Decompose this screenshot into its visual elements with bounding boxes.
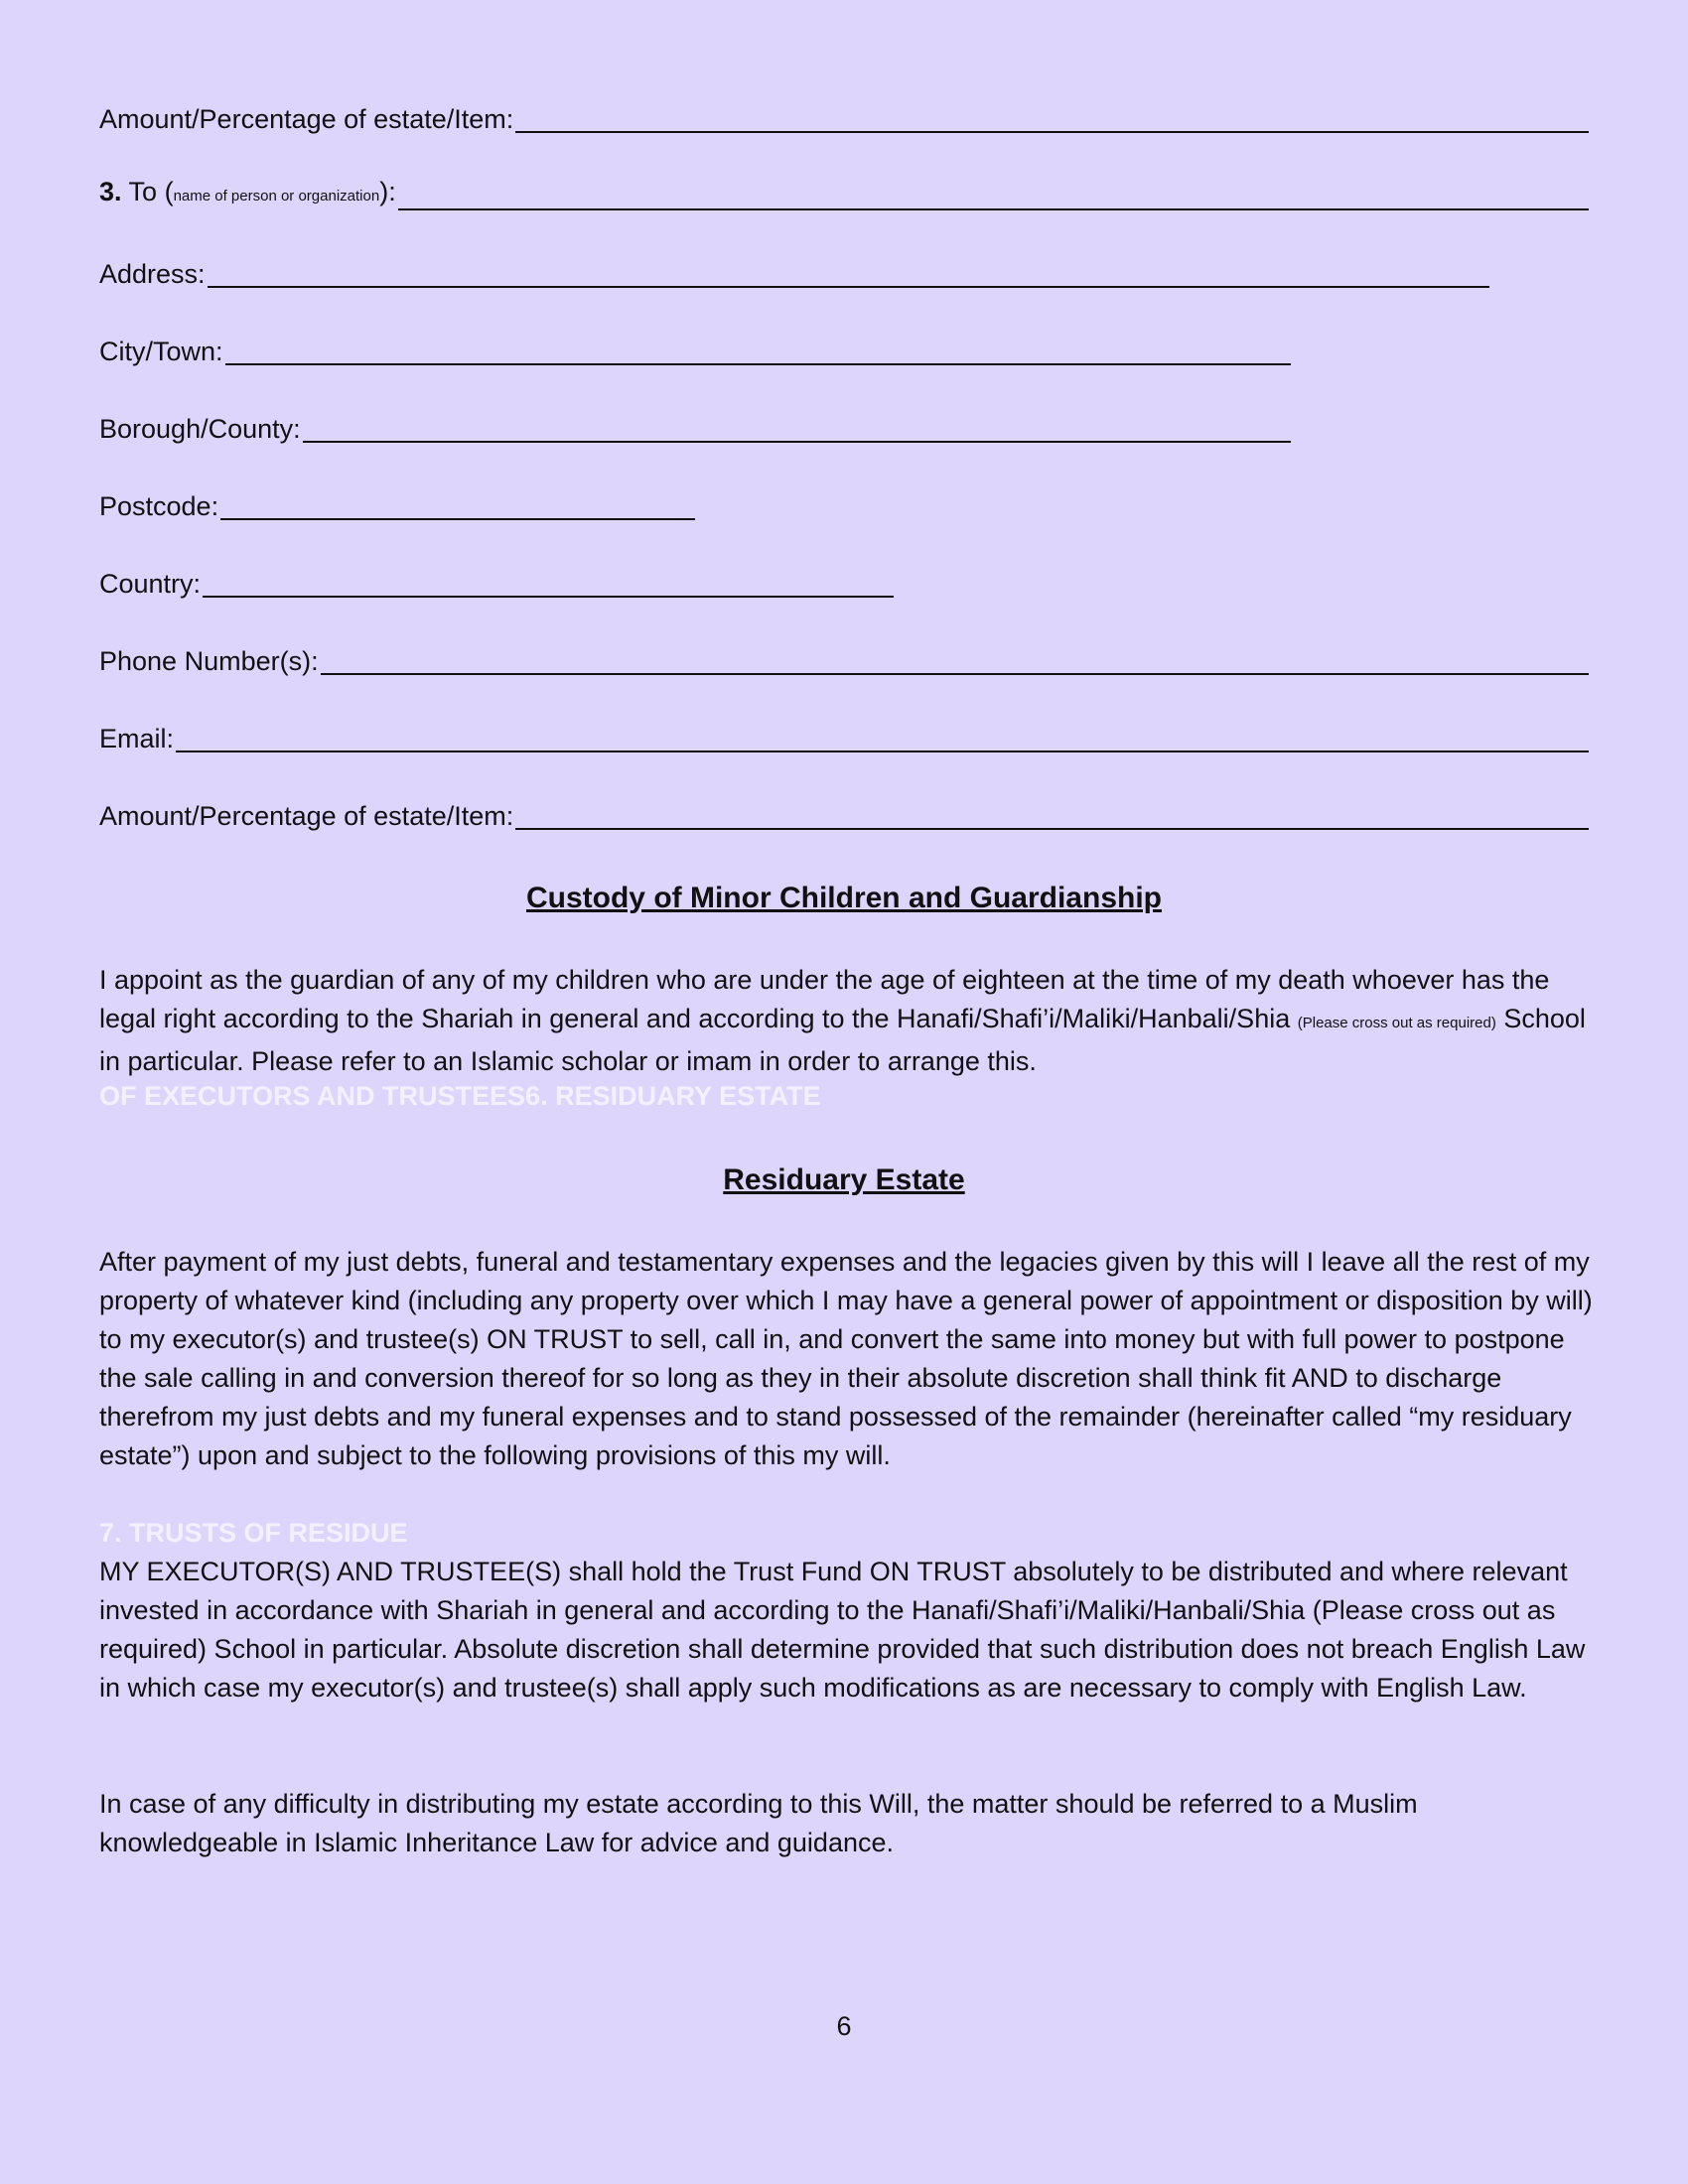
label-pre: To ( bbox=[121, 177, 174, 206]
field-label: Phone Number(s): bbox=[99, 646, 319, 676]
phone-input-line[interactable] bbox=[321, 645, 1589, 675]
field-label: City/Town: bbox=[99, 337, 223, 366]
label-post: ): bbox=[379, 177, 396, 206]
residuary-heading: Residuary Estate bbox=[723, 1163, 965, 1196]
address-field[interactable] bbox=[99, 254, 1489, 294]
amount-field-1[interactable] bbox=[99, 99, 1589, 139]
custody-text: I appoint as the guardian of any of my children who are under the age of eighteen at the time of my death whoever has the legal right according to the Shariah in general and according to the Hanafi/Shafi’i/Maliki/Hanbali/Shia bbox=[99, 965, 1550, 1033]
custody-paragraph bbox=[99, 961, 1599, 1081]
amount-input-line[interactable] bbox=[515, 800, 1589, 830]
email-input-line[interactable] bbox=[176, 723, 1589, 752]
country-field[interactable] bbox=[99, 564, 894, 604]
hidden-heading-text: OF EXECUTORS AND TRUSTEES6. RESIDUARY ESTATE bbox=[99, 1081, 821, 1111]
field-label: Email: bbox=[99, 724, 175, 753]
city-input-line[interactable] bbox=[225, 336, 1291, 365]
recipient-3-field[interactable] bbox=[99, 177, 1589, 216]
trusts-paragraph: MY EXECUTOR(S) AND TRUSTEE(S) shall hold the Trust Fund ON TRUST absolutely to be distributed and where relevant invested in accordance with Shariah in general and according to the Hanafi/Shafi’i/Maliki/Hanbali/Shia (Please cross out as required) School in particular. Absolute discretion shall determine provided that such distribution does not breach English Law in which case my executor(s) and trustee(s) shall apply such modifications as are necessary to comply with English Law. bbox=[99, 1557, 1586, 1703]
amount-field-2[interactable] bbox=[99, 796, 1589, 836]
email-field[interactable] bbox=[99, 719, 1589, 758]
amount-input-line[interactable] bbox=[515, 103, 1589, 133]
custody-heading: Custody of Minor Children and Guardianship bbox=[525, 882, 1162, 914]
hidden-heading-text: 7. TRUSTS OF RESIDUE bbox=[99, 1518, 408, 1548]
field-label: Postcode: bbox=[99, 491, 219, 521]
cross-out-note: (Please cross out as required) bbox=[1297, 1015, 1496, 1031]
field-label: Amount/Percentage of estate/Item: bbox=[99, 104, 514, 134]
item-number: 3. bbox=[99, 177, 122, 206]
field-label: Country: bbox=[99, 569, 202, 599]
name-input-line[interactable] bbox=[398, 181, 1589, 210]
field-label: Borough/County: bbox=[99, 414, 301, 444]
borough-input-line[interactable] bbox=[303, 413, 1291, 443]
field-label: Amount/Percentage of estate/Item: bbox=[99, 801, 514, 831]
label-hint: name of person or organization bbox=[173, 188, 380, 205]
field-label: Address: bbox=[99, 259, 206, 289]
city-field[interactable] bbox=[99, 332, 1291, 371]
difficulty-paragraph: In case of any difficulty in distributing my estate according to this Will, the matter should be referred to a Muslim knowledgeable in Islamic Inheritance Law for advice and guidance. bbox=[99, 1789, 1418, 1857]
postcode-field[interactable] bbox=[99, 486, 695, 526]
field-label bbox=[99, 172, 396, 216]
borough-field[interactable] bbox=[99, 409, 1291, 449]
page-number: 6 bbox=[836, 2011, 852, 2041]
address-input-line[interactable] bbox=[208, 258, 1489, 288]
residuary-paragraph: After payment of my just debts, funeral and testamentary expenses and the legacies given by this will I leave all the rest of my property of whatever kind (including any property over which I may have a general power of appointment or disposition by will) to my executor(s) and trustee(s) ON TRUST to sell, call in, and convert the same into money but with full power to postpone the sale calling in and conversion thereof for so long as they in their absolute discretion shall think fit AND to discharge therefrom my just debts and my funeral expenses and to stand possessed of the remainder (hereinafter called “my residuary estate”) upon and subject to the following provisions of this my will. bbox=[99, 1247, 1593, 1470]
custody-text-end: School in particular. Please refer to an Islamic scholar or imam in order to arrange this. bbox=[99, 1004, 1586, 1076]
phone-field[interactable] bbox=[99, 641, 1589, 681]
postcode-input-line[interactable] bbox=[220, 490, 695, 520]
country-input-line[interactable] bbox=[203, 568, 894, 598]
